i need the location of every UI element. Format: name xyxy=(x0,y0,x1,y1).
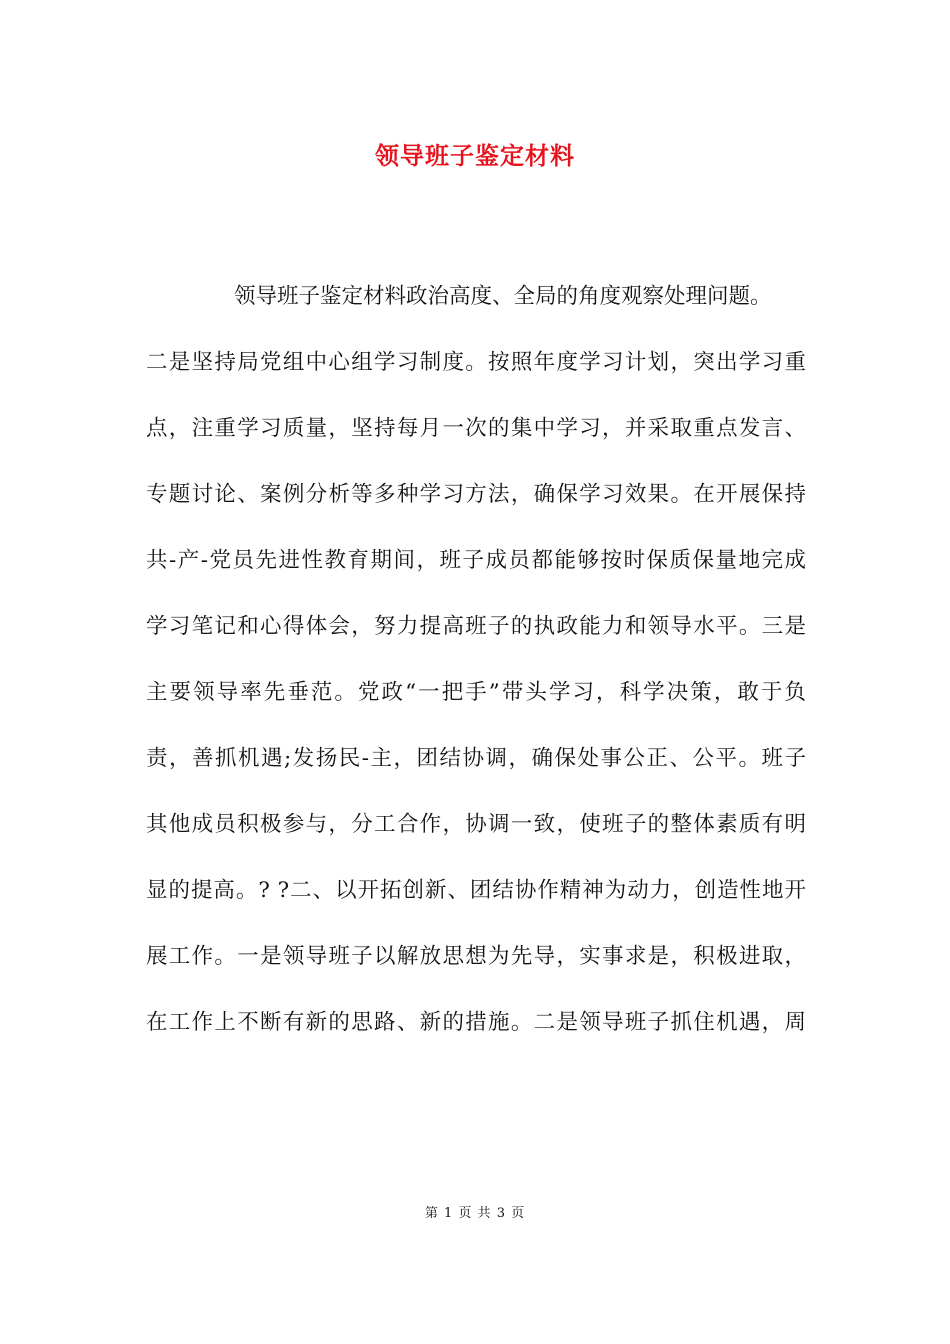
page-number-footer: 第 1 页 共 3 页 xyxy=(424,1206,526,1221)
body-line: 显的提高。? ?二、以开拓创新、团结协作精神为动力，创造性地开 xyxy=(146,878,806,903)
body-line: 共-产-党员先进性教育期间，班子成员都能够按时保质保量地完成 xyxy=(146,548,806,573)
document-title: 领导班子鉴定材料 xyxy=(375,141,575,170)
body-line: 学习笔记和心得体会，努力提高班子的执政能力和领导水平。三是 xyxy=(146,614,806,639)
body-line: 展工作。一是领导班子以解放思想为先导，实事求是，积极进取， xyxy=(146,944,806,969)
body-line: 责，善抓机遇;发扬民-主，团结协调，确保处事公正、公平。班子 xyxy=(146,746,806,771)
body-line: 二是坚持局党组中心组学习制度。按照年度学习计划，突出学习重 xyxy=(146,350,806,375)
document-body xyxy=(146,275,806,1067)
body-line: 主要领导率先垂范。党政“一把手”带头学习，科学决策，敢于负 xyxy=(146,680,806,705)
body-line: 在工作上不断有新的思路、新的措施。二是领导班子抓住机遇，周 xyxy=(146,1010,806,1035)
body-line: 专题讨论、案例分析等多种学习方法，确保学习效果。在开展保持 xyxy=(146,482,806,507)
body-line: 点，注重学习质量，坚持每月一次的集中学习，并采取重点发言、 xyxy=(146,416,806,441)
body-line: 其他成员积极参与，分工合作，协调一致，使班子的整体素质有明 xyxy=(146,812,806,837)
body-line: 领导班子鉴定材料政治高度、全局的角度观察处理问题。 xyxy=(234,284,772,309)
